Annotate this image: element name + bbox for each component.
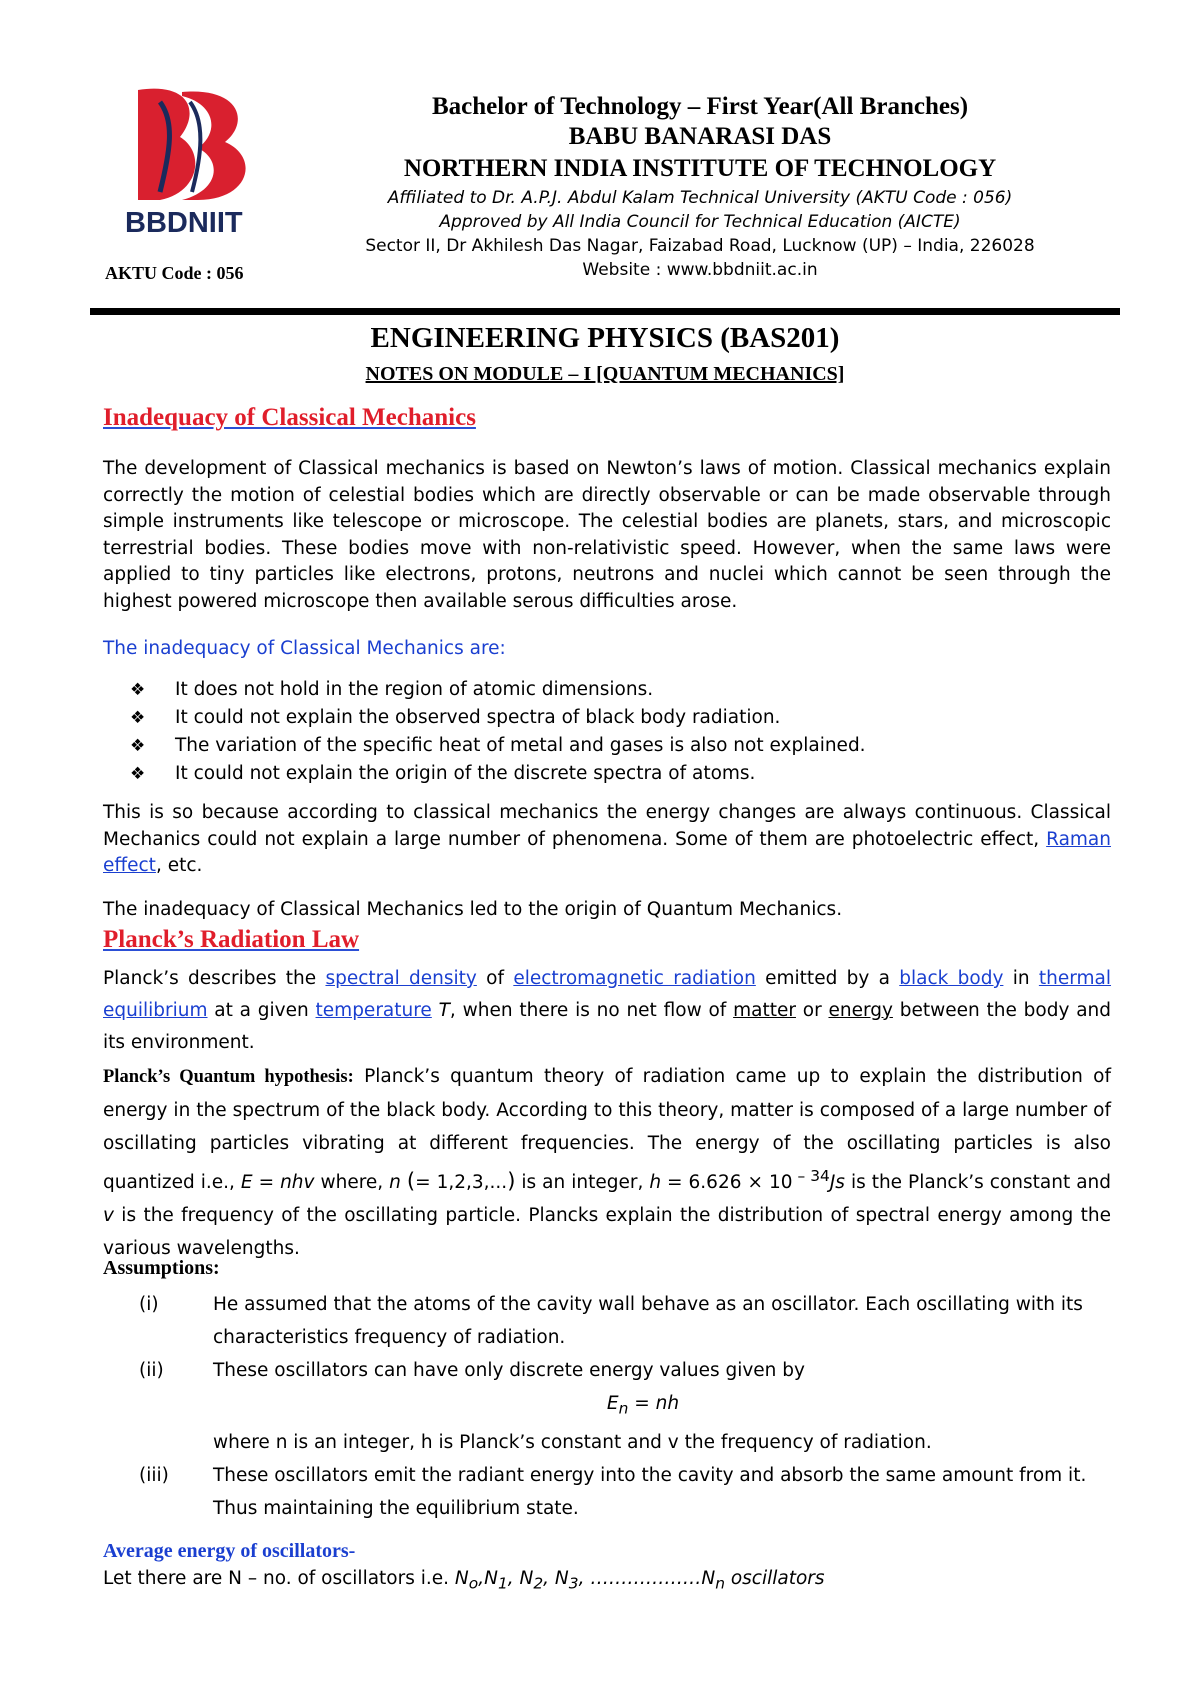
logo-text: BBDNIIT [125,207,243,239]
inadequacy-paragraph: The development of Classical mechanics is based on Newton’s laws of motion. Classical mechanics explain correctly the motion of celestial bodies which are directly observable or can be made observable through simple instruments like telescope or microscope. The celestial bodies are planets, stars, and microscopic terrestrial bodies. These bodies move with non-relativistic speed. However, when the same laws were applied to tiny particles like electrons, protons, neutrons and nuclei which cannot be seen through the highest powered microscope then available serous difficulties arose. [103,458,1111,612]
black-body-link[interactable]: black body [899,968,1004,989]
website-line: Website : www.bbdniit.ac.in [582,260,818,280]
assumptions-list [103,1288,1113,1525]
section-heading-planck: Planck’s Radiation Law [103,926,360,953]
list-item: (ii) These oscillators can have only discrete energy values given by [139,1360,805,1381]
inadequacy-list [130,676,866,788]
section-heading-inadequacy: Inadequacy of Classical Mechanics [103,404,476,431]
energy-equation: $E_n$ = nh [606,1393,680,1418]
list-item: (i) He assumed that the atoms of the cavity wall behave as an oscillator. Each oscillating with its characteristics frequency of radiation. [139,1294,1083,1348]
diamond-bullet-icon: ❖ [130,736,146,756]
average-energy-heading: Average energy of oscillators- [103,1540,356,1562]
page-subtitle: NOTES ON MODULE – I [QUANTUM MECHANICS] [365,363,845,385]
list-item: ❖ The variation of the specific heat of metal and gases is also not explained. [130,732,866,760]
list-item: ❖ It does not hold in the region of atomic dimensions. [130,676,866,704]
electromagnetic-radiation-link[interactable]: electromagnetic radiation [513,968,756,989]
list-item: ❖ It could not explain the observed spectra of black body radiation. [130,704,866,732]
planck-hypothesis-paragraph: Planck’s Quantum hypothesis: Planck’s quantum theory of radiation came up to explain the distribution of energy in the spectrum of the black body. According to this theory, matter is composed of a large number of oscillating particles vibrating at different frequencies. The energy of the oscillating particles is also quantized i.e., E = nhv where, n (= 1,2,3,...) is an integer, h = 6.626 × 10 $^{- 34}$Js is the Planck’s constant and v is the frequency of the oscillating particle. Plancks explain the distribution of spectral energy among the various wavelengths. [103,1066,1112,1260]
list-item: (iii) These oscillators emit the radiant energy into the cavity and absorb the same amount from it. Thus maintaining the equilibrium state. [139,1464,1087,1519]
diamond-bullet-icon: ❖ [130,764,146,784]
approval-line: Approved by All India Council for Technical Education (AICTE) [439,212,961,232]
n-values: ( [406,1169,416,1194]
header-divider [90,308,1120,315]
spectral-density-link[interactable]: spectral density [325,968,477,989]
list-item: ❖ It could not explain the origin of the discrete spectra of atoms. [130,760,866,788]
equation-e-nhv: E = nhv [240,1172,315,1194]
assumptions-label: Assumptions: [103,1257,220,1279]
inadequacy-paragraph-3: The inadequacy of Classical Mechanics led to the origin of Quantum Mechanics. [103,899,843,920]
bbdniit-logo [120,82,280,242]
average-energy-line: Let there are N – no. of oscillators i.e. $N_o,N_1$, $N_2$, $N_3$, $\dots\dots\dots\dots\dots\dots N_n$ oscillators [103,1568,825,1593]
program-line: Bachelor of Technology – First Year(All Branches) [431,93,969,120]
diamond-bullet-icon: ❖ [130,680,146,700]
planck-intro-paragraph: Planck’s describes the spectral density of electromagnetic radiation emitted by a black body in thermal equilibrium at a given temperature T, when there is no net flow of matter or energy between the body and its environment. [103,968,1112,1053]
institution-header [300,92,1100,282]
inadequacy-paragraph-2: This is so because according to classical mechanics the energy changes are always continuous. Classical Mechanics could not explain a large number of phenomena. Some of them are photoelectric effect, Raman effect, etc. [103,802,1111,876]
page-title: ENGINEERING PHYSICS (BAS201) [370,322,840,354]
diamond-bullet-icon: ❖ [130,708,146,728]
address-line: Sector II, Dr Akhilesh Das Nagar, Faizabad Road, Lucknow (UP) – India, 226028 [365,236,1035,256]
assumption-note: where n is an integer, h is Planck’s constant and v the frequency of radiation. [213,1431,932,1453]
temperature-link[interactable]: temperature [315,1000,432,1021]
raman-effect-link[interactable]: Raman effect [103,828,1111,876]
affiliation-line: Affiliated to Dr. A.P.J. Abdul Kalam Technical University (AKTU Code : 056) [387,188,1013,208]
aktu-code-label: AKTU Code : 056 [105,263,244,283]
college-name-1: BABU BANARASI DAS [568,123,832,150]
college-name-2: NORTHERN INDIA INSTITUTE OF TECHNOLOGY [403,155,997,182]
inadequacy-list-intro: The inadequacy of Classical Mechanics are: [103,638,506,659]
thermal-equilibrium-link[interactable]: thermal equilibrium [103,968,1112,1021]
